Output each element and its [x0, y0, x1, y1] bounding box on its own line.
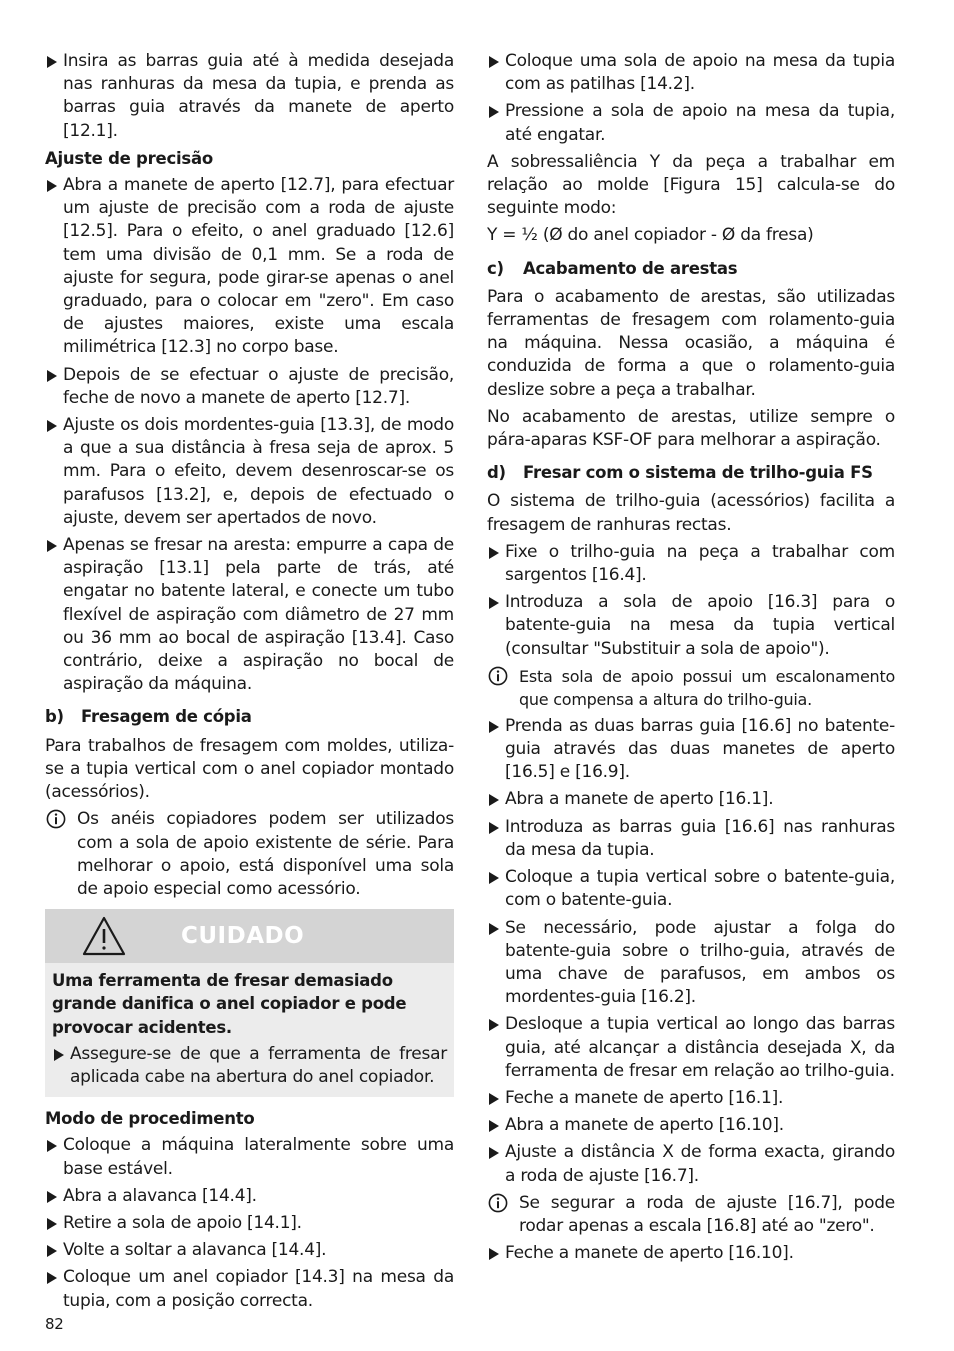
bullet-arrow-icon	[54, 1049, 64, 1061]
bullet-arrow-icon	[47, 1272, 57, 1284]
bullet-arrow-icon	[489, 1019, 499, 1031]
list-item: Assegure-se de que a ferramenta de fresar aplicada cabe na abertura do anel copiador.	[52, 1043, 447, 1089]
bullet-arrow-icon	[47, 1218, 57, 1230]
list-item: Introduza a sola de apoio [16.3] para o batente-guia na mesa da tupia vertical (consultar "Substituir a sola de apoio").	[487, 591, 895, 661]
caution-header	[45, 909, 454, 963]
list-item: Introduza as barras guia [16.6] nas ranhuras da mesa da tupia.	[487, 816, 895, 862]
bullet-arrow-icon	[489, 721, 499, 733]
bullet-arrow-icon	[489, 872, 499, 884]
bullet-arrow-icon	[47, 180, 57, 192]
list-item: Apenas se fresar na aresta: empurre a capa de aspiração [13.1] pela parte de trás, até engatar no batente lateral, e conecte um tubo flexível de aspiração com diâmetro de 27 mm ou 36 mm ao bocal de aspiração [13.4]. Caso contrário, deixe a aspiração no bocal de aspiração da máquina.	[45, 534, 454, 696]
bullet-arrow-icon	[489, 822, 499, 834]
list-item: Coloque uma sola de apoio na mesa da tupia com as patilhas [14.2].	[487, 50, 895, 96]
info-icon	[46, 809, 66, 829]
section-d-heading: d) Fresar com o sistema de trilho-guia FS	[487, 463, 873, 483]
bullet-arrow-icon	[47, 370, 57, 382]
warning-triangle-icon	[81, 915, 127, 957]
bullet-arrow-icon	[489, 106, 499, 118]
list-item: Fixe o trilho-guia na peça a trabalhar com sargentos [16.4].	[487, 541, 895, 587]
bullet-arrow-icon	[489, 794, 499, 806]
bullet-arrow-icon	[47, 540, 57, 552]
bullet-arrow-icon	[47, 1191, 57, 1203]
right-column	[487, 50, 895, 1269]
list-item: Coloque a máquina lateralmente sobre uma base estável.	[45, 1134, 454, 1180]
section-c-paragraph: Para o acabamento de arestas, são utilizadas ferramentas de fresagem com rolamento-guia na máquina. Nessa ocasião, a máquina é conduzida de forma a que o rolamento-guia deslize sobre a peça a trabalhar.	[487, 286, 895, 400]
list-item: Abra a manete de aperto [12.7], para efectuar um ajuste de precisão com a roda de ajuste [12.5]. Para o efeito, o anel graduado [12.6] tem uma divisão de 0,1 mm. Se a roda de ajuste for segura, pode girar-se apenas o anel graduado, para o colocar em "zero". Em caso de ajustes maiores, existe uma escala milimétrica [12.3] no corpo base.	[45, 174, 454, 360]
bullet-arrow-icon	[47, 1245, 57, 1257]
list-item: Abra a manete de aperto [16.1].	[487, 788, 895, 811]
page-number: 82	[45, 1315, 64, 1333]
list-item: Feche a manete de aperto [16.10].	[487, 1242, 895, 1265]
section-b-paragraph: Para trabalhos de fresagem com moldes, utiliza-se a tupia vertical com o anel copiador montado (acessórios).	[45, 735, 454, 803]
list-item: Depois de se efectuar o ajuste de precisão, feche de novo a manete de aperto [12.7].	[45, 364, 454, 410]
formula: Y = ½ (Ø do anel copiador - Ø da fresa)	[487, 225, 814, 246]
info-note: Esta sola de apoio possui um escalonamento que compensa a altura do trilho-guia.	[487, 665, 895, 711]
list-item: Ajuste a distância X de forma exacta, girando a roda de ajuste [16.7].	[487, 1141, 895, 1187]
bullet-arrow-icon	[489, 56, 499, 68]
list-item: Coloque um anel copiador [14.3] na mesa da tupia, com a posição correcta.	[45, 1266, 454, 1312]
section-c-heading: c) Acabamento de arestas	[487, 258, 738, 278]
list-item: Feche a manete de aperto [16.1].	[487, 1087, 895, 1110]
caution-text: Uma ferramenta de fresar demasiado grande danifica o anel copiador e pode provocar acidentes.	[52, 971, 407, 1037]
info-icon	[488, 1193, 508, 1213]
caution-box	[45, 909, 454, 1097]
caution-title: CUIDADO	[181, 923, 305, 950]
section-d-paragraph: O sistema de trilho-guia (acessórios) facilita a fresagem de ranhuras rectas.	[487, 491, 895, 535]
bullet-arrow-icon	[47, 420, 57, 432]
caution-body	[45, 963, 454, 1097]
list-item: Se necessário, pode ajustar a folga do batente-guia sobre o trilho-guia, através de uma chave de parafusos, em ambos os mordentes-guia [16.2].	[487, 917, 895, 1010]
list-item: Volte a soltar a alavanca [14.4].	[45, 1239, 454, 1262]
section-b-heading: b) Fresagem de cópia	[45, 707, 252, 727]
bullet-arrow-icon	[47, 1140, 57, 1152]
left-column	[45, 50, 454, 1317]
procedure-heading: Modo de procedimento	[45, 1109, 255, 1129]
list-item: Coloque a tupia vertical sobre o batente-guia, com o batente-guia.	[487, 866, 895, 912]
bullet-arrow-icon	[489, 1248, 499, 1260]
list-item: Abra a manete de aperto [16.10].	[487, 1114, 895, 1137]
section-c-paragraph: No acabamento de arestas, utilize sempre o pára-aparas KSF-OF para melhorar a aspiração.	[487, 406, 895, 451]
list-item: Pressione a sola de apoio na mesa da tupia, até engatar.	[487, 100, 895, 146]
info-icon	[488, 666, 508, 686]
bullet-arrow-icon	[47, 56, 57, 68]
list-item: Prenda as duas barras guia [16.6] no batente-guia através das duas manetes de aperto [16.5] e [16.9].	[487, 715, 895, 785]
precision-heading: Ajuste de precisão	[45, 148, 213, 168]
bullet-arrow-icon	[489, 547, 499, 559]
list-item: Desloque a tupia vertical ao longo das barras guia, até alcançar a distância desejada X, da ferramenta de fresar em relação ao trilho-guia.	[487, 1013, 895, 1083]
overhang-paragraph: A sobressaliência Y da peça a trabalhar em relação ao molde [Figura 15] calcula-se do seguinte modo:	[487, 151, 895, 219]
list-item: Ajuste os dois mordentes-guia [13.3], de modo a que a sua distância à fresa seja de aprox. 5 mm. Para o efeito, devem desenroscar-se os parafusos [13.2], e, depois de efectuado o ajuste, devem ser apertados de novo.	[45, 414, 454, 530]
info-note: Se segurar a roda de ajuste [16.7], pode rodar apenas a escala [16.8] até ao "zero".	[487, 1192, 895, 1238]
bullet-arrow-icon	[489, 1120, 499, 1132]
info-note: Os anéis copiadores podem ser utilizados com a sola de apoio existente de série. Para melhorar o apoio, está disponível uma sola de apoio especial como acessório.	[45, 808, 454, 901]
bullet-arrow-icon	[489, 1147, 499, 1159]
bullet-arrow-icon	[489, 597, 499, 609]
list-item: Abra a alavanca [14.4].	[45, 1185, 454, 1208]
bullet-arrow-icon	[489, 1093, 499, 1105]
list-item: Insira as barras guia até à medida desejada nas ranhuras da mesa da tupia, e prenda as barras guia através da manete de aperto [12.1].	[45, 50, 454, 143]
list-item: Retire a sola de apoio [14.1].	[45, 1212, 454, 1235]
bullet-arrow-icon	[489, 923, 499, 935]
